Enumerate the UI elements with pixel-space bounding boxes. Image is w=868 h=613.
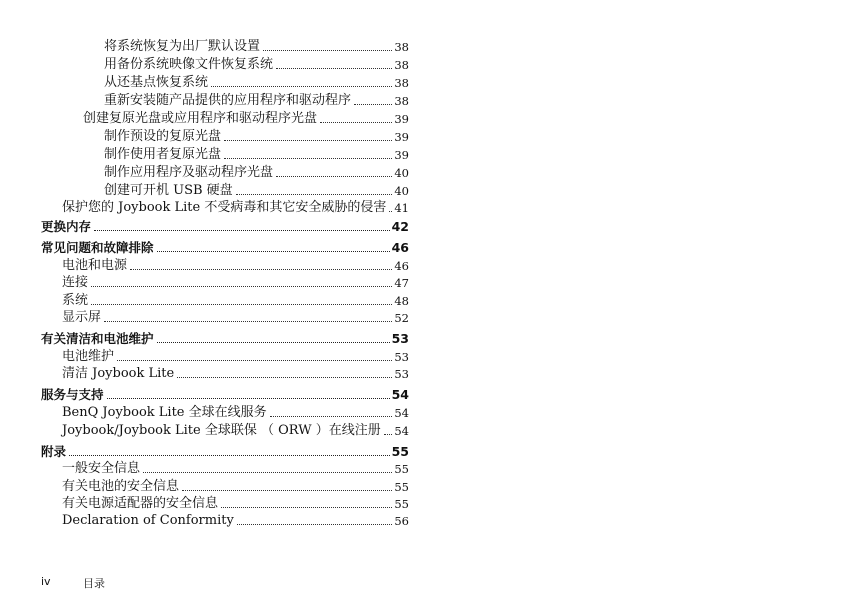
toc-entry-title: 制作预设的复原光盘 xyxy=(104,129,222,144)
toc-entry-title: 制作应用程序及驱动程序光盘 xyxy=(104,165,274,180)
page-number: iv xyxy=(41,575,51,588)
dot-leader xyxy=(94,230,390,231)
dot-leader xyxy=(211,86,392,87)
toc-entry-title: 连接 xyxy=(62,275,89,290)
dot-leader xyxy=(104,321,392,322)
dot-leader xyxy=(117,360,392,361)
toc-entry-title: 系统 xyxy=(62,293,89,308)
dot-leader xyxy=(389,211,392,212)
dot-leader xyxy=(157,251,390,252)
toc-entry-title: 用备份系统映像文件恢复系统 xyxy=(104,57,274,72)
toc-entry-page: 53 xyxy=(394,350,409,364)
toc-entry[interactable] xyxy=(62,460,409,478)
dot-leader xyxy=(157,342,390,343)
toc-entry-page: 53 xyxy=(394,367,409,381)
toc-entry-title: 更换内存 xyxy=(41,219,92,234)
toc-entry-page: 55 xyxy=(394,462,409,476)
toc-entry-page: 53 xyxy=(391,331,409,346)
toc-entry-page: 52 xyxy=(394,311,409,325)
toc-entry[interactable] xyxy=(62,512,409,530)
dot-leader xyxy=(182,490,392,491)
toc-entry-title: 将系统恢复为出厂默认设置 xyxy=(104,39,261,54)
toc-entry-title: 创建复原光盘或应用程序和驱动程序光盘 xyxy=(83,111,318,126)
toc-entry[interactable] xyxy=(62,404,409,422)
toc-entry-title: 有关电池的安全信息 xyxy=(62,479,180,494)
dot-leader xyxy=(107,398,390,399)
toc-entry[interactable] xyxy=(62,348,409,366)
dot-leader xyxy=(354,104,392,105)
section-label: 目录 xyxy=(83,577,105,590)
toc-entry-title: 重新安装随产品提供的应用程序和驱动程序 xyxy=(104,93,352,108)
toc-entry-title: 服务与支持 xyxy=(41,387,104,402)
dot-leader xyxy=(91,286,392,287)
toc-entry-page: 38 xyxy=(394,76,409,90)
dot-leader xyxy=(143,472,392,473)
dot-leader xyxy=(320,122,392,123)
toc-entry-page: 56 xyxy=(394,514,409,528)
toc-entry[interactable] xyxy=(41,330,409,348)
toc-entry-page: 40 xyxy=(394,166,409,180)
dot-leader xyxy=(221,507,392,508)
toc-entry-title: 创建可开机 USB 硬盘 xyxy=(104,183,233,198)
toc-entry[interactable] xyxy=(104,164,409,182)
toc-entry[interactable] xyxy=(104,182,409,200)
toc-entry-title: Joybook/Joybook Lite 全球联保 （ ORW ）在线注册 xyxy=(62,423,381,438)
dot-leader xyxy=(91,304,392,305)
toc-entry[interactable] xyxy=(62,495,409,513)
toc-entry[interactable] xyxy=(62,274,409,292)
toc-entry-page: 38 xyxy=(394,40,409,54)
toc-entry-page: 39 xyxy=(394,130,409,144)
toc-entry-page: 54 xyxy=(394,424,409,438)
toc-entry-page: 41 xyxy=(394,201,409,215)
toc-entry-page: 46 xyxy=(394,259,409,273)
toc-entry-page: 42 xyxy=(391,219,409,234)
toc-entry-page: 46 xyxy=(391,240,409,255)
toc-entry-title: 常见问题和故障排除 xyxy=(41,240,154,255)
dot-leader xyxy=(130,269,392,270)
toc-entry-page: 39 xyxy=(394,148,409,162)
toc-entry[interactable] xyxy=(104,56,409,74)
dot-leader xyxy=(236,194,393,195)
dot-leader xyxy=(263,50,392,51)
toc-entry-page: 38 xyxy=(394,94,409,108)
toc-entry-title: 电池和电源 xyxy=(62,258,128,273)
toc-entry[interactable] xyxy=(62,365,409,383)
dot-leader xyxy=(224,158,392,159)
toc-entry-title: 有关清洁和电池维护 xyxy=(41,331,154,346)
toc-entry[interactable] xyxy=(104,146,409,164)
toc-entry-page: 54 xyxy=(394,406,409,420)
toc-entry-page: 39 xyxy=(394,112,409,126)
toc-entry[interactable] xyxy=(41,218,409,236)
toc-entry[interactable] xyxy=(41,239,409,257)
toc-entry-page: 38 xyxy=(394,58,409,72)
toc-entry[interactable] xyxy=(104,92,409,110)
toc-entry-title: 附录 xyxy=(41,444,67,459)
toc-entry-page: 55 xyxy=(394,497,409,511)
toc-entry[interactable] xyxy=(104,74,409,92)
dot-leader xyxy=(276,176,392,177)
dot-leader xyxy=(276,68,392,69)
page-footer xyxy=(0,575,868,595)
toc-entry[interactable] xyxy=(62,309,409,327)
toc-entry[interactable] xyxy=(104,38,409,56)
toc-entry-title: 电池维护 xyxy=(62,349,115,364)
toc-entry-page: 47 xyxy=(394,276,409,290)
toc-entry-title: 制作使用者复原光盘 xyxy=(104,147,222,162)
dot-leader xyxy=(69,455,390,456)
toc-entry-title: Declaration of Conformity xyxy=(62,513,234,528)
toc-entry-title: 从还基点恢复系统 xyxy=(104,75,209,90)
dot-leader xyxy=(270,416,393,417)
dot-leader xyxy=(237,524,393,525)
toc-entry-title: 保护您的 Joybook Lite 不受病毒和其它安全威胁的侵害 xyxy=(62,200,387,215)
toc-entry[interactable] xyxy=(104,128,409,146)
toc-entry[interactable] xyxy=(41,443,409,461)
toc-entry-title: 有关电源适配器的安全信息 xyxy=(62,496,219,511)
toc-entry-title: BenQ Joybook Lite 全球在线服务 xyxy=(62,405,267,420)
toc-entry-page: 55 xyxy=(391,444,409,459)
toc-entry-page: 48 xyxy=(394,294,409,308)
toc-entry-page: 40 xyxy=(394,184,409,198)
toc-entry[interactable] xyxy=(62,292,409,310)
toc-entry-title: 清洁 Joybook Lite xyxy=(62,366,175,381)
dot-leader xyxy=(224,140,392,141)
toc-entry[interactable] xyxy=(62,422,409,440)
dot-leader xyxy=(384,434,393,435)
toc-entry[interactable] xyxy=(62,478,409,496)
toc-entry-page: 55 xyxy=(394,480,409,494)
dot-leader xyxy=(177,377,392,378)
toc-entry-title: 显示屏 xyxy=(62,310,102,325)
toc-entry[interactable] xyxy=(62,199,409,217)
toc-entry-title: 一般安全信息 xyxy=(62,461,141,476)
toc-entry[interactable] xyxy=(62,257,409,275)
toc-entry[interactable] xyxy=(41,386,409,404)
toc-entry[interactable] xyxy=(83,110,409,128)
toc-entry-page: 54 xyxy=(391,387,409,402)
